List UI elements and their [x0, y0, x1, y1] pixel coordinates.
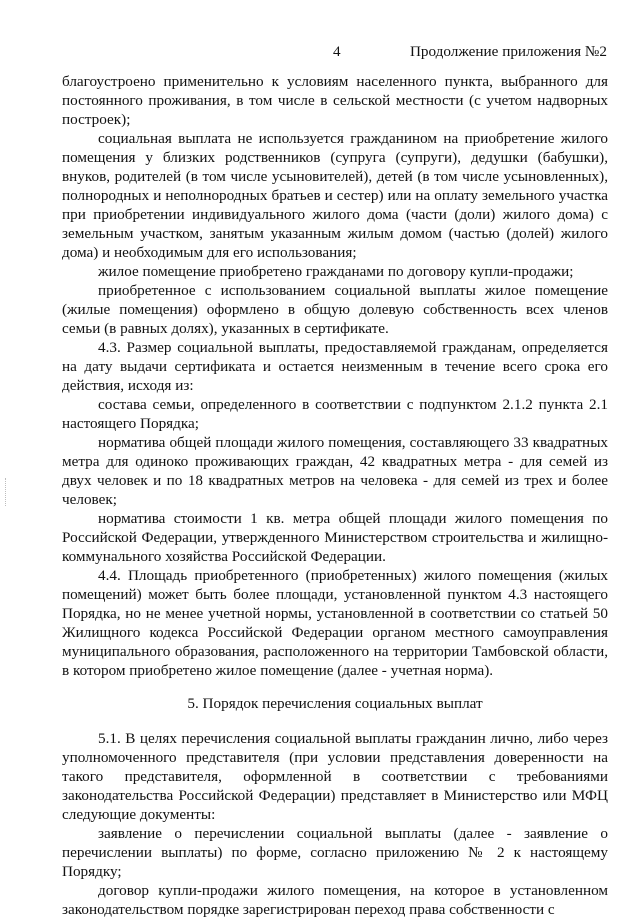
paragraph: норматива стоимости 1 кв. метра общей площади жилого помещения по Российской Федерации, утвержденного Министерством строительства и жилищно-коммунального хозяйства Российской Федерации. [62, 510, 608, 565]
paragraph: жилое помещение приобретено гражданами по договору купли-продажи; [98, 263, 574, 280]
paragraph: 4.3. Размер социальной выплаты, предоставляемой гражданам, определяется на дату выдачи сертификата и остается неизменным в течение всего срока его действия, исходя из: [62, 339, 608, 394]
page-header [0, 42, 640, 62]
paragraph: социальная выплата не используется гражданином на приобретение жилого помещения у близких родственников (супруга (супруги), дедушки (бабушки), внуков, родителей (в том числе усыновителей), детей (в том числе усыновленных), полнородных и неполнородных братьев и сестер) или на оплату земельного участка при приобретении индивидуального жилого дома (части (доли) жилого дома) с земельным участком, занятым указанным жилым домом (частью (долей) жилого дома) и необходимым для его использования; [62, 130, 608, 261]
paragraph: благоустроено применительно к условиям населенного пункта, выбранного для постоянного проживания, в том числе в сельской местности (с учетом надворных построек); [62, 73, 608, 128]
document-body [62, 72, 608, 919]
scan-margin-mark [5, 478, 8, 506]
paragraph: 4.4. Площадь приобретенного (приобретенных) жилого помещения (жилых помещений) может быть более площади, установленной пунктом 4.3 настоящего Порядка, но не менее учетной нормы, установленной в соответствии со статьей 50 Жилищного кодекса Российской Федерации органом местного самоуправления муниципального образования, расположенного на территории Тамбовской области, в котором приобретено жилое помещение (далее - учетная норма). [62, 567, 608, 679]
paragraph: состава семьи, определенного в соответствии с подпунктом 2.1.2 пункта 2.1 настоящего Порядка; [62, 396, 608, 432]
appendix-title: Продолжение приложения №2 [409, 43, 607, 60]
paragraph: норматива общей площади жилого помещения, составляющего 33 квадратных метра для одиноко проживающих граждан, 42 квадратных метра - для семей из двух человек и по 18 квадратных метров на человека - для семей из трех и более человек; [62, 434, 608, 508]
paragraph: приобретенное с использованием социальной выплаты жилое помещение (жилые помещения) оформлено в общую долевую собственность всех членов семьи (в равных долях), указанных в сертификате. [62, 282, 608, 337]
paragraph: заявление о перечислении социальной выплаты (далее - заявление о перечислении выплаты) по форме, согласно приложению № 2 к настоящему Порядку; [62, 825, 608, 880]
section-heading: 5. Порядок перечисления социальных выплат [187, 695, 483, 712]
page-number: 4 [333, 43, 341, 60]
paragraph: 5.1. В целях перечисления социальной выплаты гражданин лично, либо через уполномоченного представителя (при условии представления доверенности на такого представителя, оформленной в соответствии с требованиями законодательства Российской Федерации) представляет в Министерство или МФЦ следующие документы: [62, 730, 608, 823]
paragraph: договор купли-продажи жилого помещения, на которое в установленном законодательством порядке зарегистрирован переход права собственности с [62, 882, 608, 918]
